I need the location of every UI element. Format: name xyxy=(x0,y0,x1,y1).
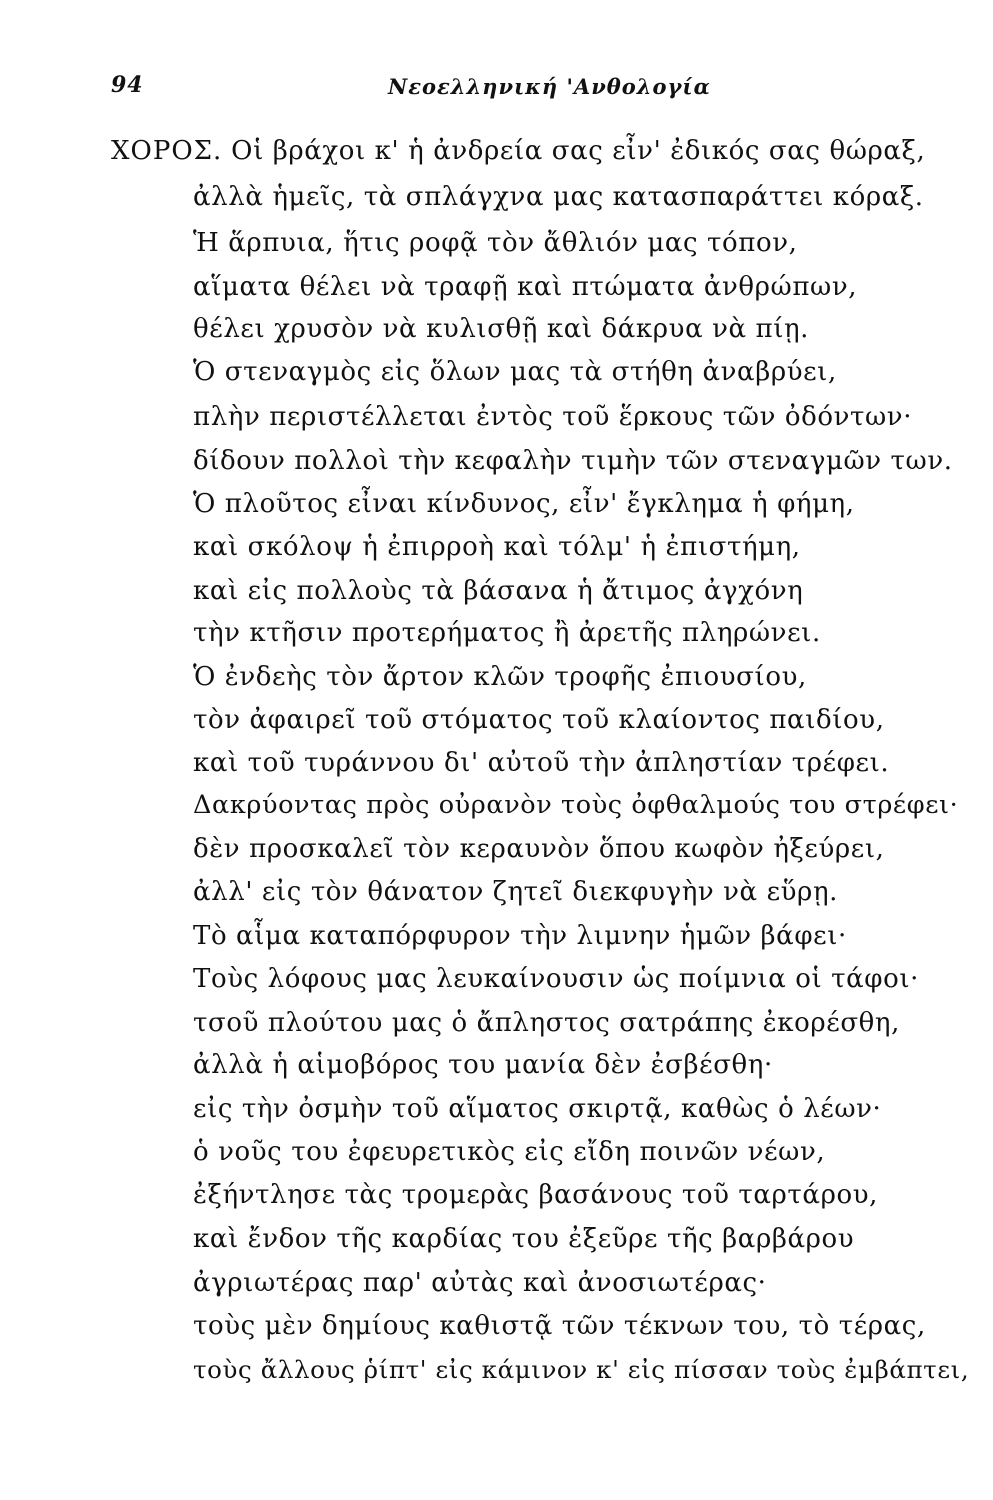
verse-line: Τὸ αἷμα καταπόρφυρον τὴν λιμνην ἡμῶν βάφει· xyxy=(193,921,847,951)
verse-line: τὸν ἀφαιρεῖ τοῦ στόματος τοῦ κλαίοντος παιδίου, xyxy=(193,705,885,735)
verse-line: Ὁ πλοῦτος εἶναι κίνδυνος, εἶν' ἔγκλημα ἡ φήμη, xyxy=(193,489,855,519)
verse-line-text: Οἱ βράχοι κ' ἡ ἀνδρεία σας εἶν' ἐδικός σας θώραξ, xyxy=(231,136,926,166)
verse-line: καὶ σκόλοψ ἡ ἐπιρροὴ καὶ τόλμ' ἡ ἐπιστήμη, xyxy=(193,532,801,562)
verse-line: ἀλλ' εἰς τὸν θάνατον ζητεῖ διεκφυγὴν νὰ εὕρῃ. xyxy=(193,877,838,907)
verse-line: αἵματα θέλει νὰ τραφῇ καὶ πτώματα ἀνθρώπων, xyxy=(193,272,858,302)
verse-line: τσοῦ πλούτου μας ὁ ἄπληστος σατράπης ἐκορέσθη, xyxy=(193,1008,900,1038)
verse-line: καὶ εἰς πολλοὺς τὰ βάσανα ἡ ἄτιμος ἀγχόνη xyxy=(193,576,804,606)
verse-line xyxy=(111,136,925,166)
running-title: Νεοελληνική 'Ανθολογία xyxy=(388,74,711,99)
verse-line: Τοὺς λόφους μας λευκαίνουσιν ὡς ποίμνια οἱ τάφοι· xyxy=(193,964,920,994)
verse-line: θέλει χρυσὸν νὰ κυλισθῇ καὶ δάκρυα νὰ πίῃ. xyxy=(193,314,810,344)
speaker-label: ΧΟΡΟΣ. xyxy=(111,136,223,166)
verse-line: εἰς τὴν ὀσμὴν τοῦ αἵματος σκιρτᾷ, καθὼς ὁ λέων· xyxy=(193,1094,882,1124)
verse-line: Ὁ ἐνδεὴς τὸν ἄρτον κλῶν τροφῆς ἐπιουσίου, xyxy=(193,662,807,692)
verse-line: ἀλλὰ ἡμεῖς, τὰ σπλάγχνα μας κατασπαράττει κόραξ. xyxy=(193,182,924,212)
verse-line: τοὺς μὲν δημίους καθιστᾷ τῶν τέκνων του, τὸ τέρας, xyxy=(193,1311,926,1341)
page-number: 94 xyxy=(111,72,144,98)
verse-line: Δακρύοντας πρὸς οὐρανὸν τοὺς ὀφθαλμούς του στρέφει· xyxy=(193,790,959,820)
verse-line: δὲν προσκαλεῖ τὸν κεραυνὸν ὅπου κωφὸν ἠξεύρει, xyxy=(193,834,885,864)
verse-line: ἐξήντλησε τὰς τρομερὰς βασάνους τοῦ ταρτάρου, xyxy=(193,1180,878,1210)
verse-line: τὴν κτῆσιν προτερήματος ἢ ἀρετῆς πληρώνει. xyxy=(193,618,821,648)
verse-line: καὶ τοῦ τυράννου δι' αὐτοῦ τὴν ἀπληστίαν τρέφει. xyxy=(193,748,890,778)
verse-line: Ἡ ἅρπυια, ἥτις ροφᾷ τὸν ἄθλιόν μας τόπον, xyxy=(193,228,798,258)
verse-line: ὁ νοῦς του ἐφευρετικὸς εἰς εἴδη ποινῶν νέων, xyxy=(193,1137,826,1167)
verse-line: πλὴν περιστέλλεται ἐντὸς τοῦ ἕρκους τῶν ὀδόντων· xyxy=(193,402,913,432)
verse-line: ἀγριωτέρας παρ' αὐτὰς καὶ ἀνοσιωτέρας· xyxy=(193,1268,767,1298)
verse-line: Ὁ στεναγμὸς εἰς ὅλων μας τὰ στήθη ἀναβρύει, xyxy=(193,357,837,387)
verse-line: δίδουν πολλοὶ τὴν κεφαλὴν τιμὴν τῶν στεναγμῶν των. xyxy=(193,446,953,476)
verse-line: τοὺς ἄλλους ῥίπτ' εἰς κάμινον κ' εἰς πίσσαν τοὺς ἐμβάπτει, xyxy=(193,1355,970,1384)
verse-line: καὶ ἔνδον τῆς καρδίας του ἐξεῦρε τῆς βαρβάρου xyxy=(193,1224,855,1254)
verse-line: ἀλλὰ ἡ αἱμοβόρος του μανία δὲν ἐσβέσθη· xyxy=(193,1050,773,1080)
